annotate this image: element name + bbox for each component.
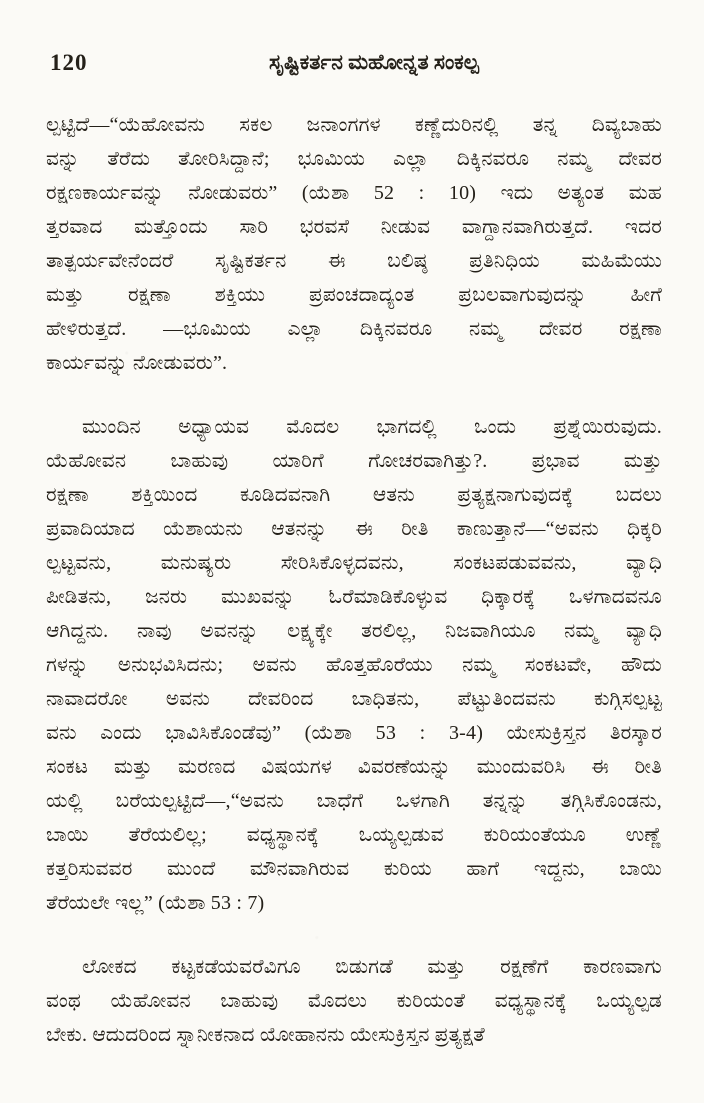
text-line: ನಾವಾದರೋ ಅವನು ದೇವರಿಂದ ಬಾಧಿತನು, ಪೆಟ್ಟುತಿಂದವನು ಕುಗ್ಗಿಸಲ್ಪಟ್ಟ	[46, 688, 662, 710]
text-line: ಪೀಡಿತನು, ಜನರು ಮುಖವನ್ನು ಓರೆಮಾಡಿಕೊಳ್ಳುವ ಧಿಕ್ಕಾರಕ್ಕೆ ಒಳಗಾದವನೂ	[46, 586, 662, 608]
text-line: ತ್ತರವಾದ ಮತ್ತೊಂದು ಸಾರಿ ಭರವಸೆ ನೀಡುವ ವಾಗ್ದಾನವಾಗಿರುತ್ತದೆ. ಇದರ	[46, 216, 662, 238]
text-line: ಆಗಿದ್ದನು. ನಾವು ಅವನನ್ನು ಲಕ್ಷ್ಯಕ್ಕೇ ತರಲಿಲ್ಲ, ನಿಜವಾಗಿಯೂ ನಮ್ಮ ವ್ಯಾಧಿ	[46, 620, 662, 642]
text-line: ಗಳನ್ನು ಅನುಭವಿಸಿದನು; ಅವನು ಹೊತ್ತಹೊರೆಯು ನಮ್ಮ ಸಂಕಟವೇ, ಹೌದು	[46, 654, 662, 676]
text-line: ಯೆಹೋವನ ಬಾಹುವು ಯಾರಿಗೆ ಗೋಚರವಾಗಿತ್ತು?. ಪ್ರಭಾವ ಮತ್ತು	[46, 450, 662, 472]
text-line: ಮತ್ತು ರಕ್ಷಣಾ ಶಕ್ತಿಯು ಪ್ರಪಂಚದಾದ್ಯಂತ ಪ್ರಬಲವಾಗುವುದನ್ನು ಹೀಗೆ	[46, 284, 662, 306]
text-line: ವನು ಎಂದು ಭಾವಿಸಿಕೊಂಡೆವು” (ಯೆಶಾ 53 : 3-4) ಯೇಸುಕ್ರಿಸ್ತನ ತಿರಸ್ಕಾರ	[46, 722, 662, 744]
text-line: ತಾತ್ಪರ್ಯವೇನೆಂದರೆ ಸೃಷ್ಟಿಕರ್ತನ ಈ ಬಲಿಷ್ಠ ಪ್ರತಿನಿಧಿಯ ಮಹಿಮೆಯು	[46, 250, 662, 272]
text-line: ಸಂಕಟ ಮತ್ತು ಮರಣದ ವಿಷಯಗಳ ವಿವರಣೆಯನ್ನು ಮುಂದುವರಿಸಿ ಈ ರೀತಿ	[46, 756, 662, 778]
text-line: ರಕ್ಷಣಾ ಶಕ್ತಿಯಿಂದ ಕೂಡಿದವನಾಗಿ ಆತನು ಪ್ರತ್ಯಕ್ಷನಾಗುವುದಕ್ಕೆ ಬದಲು	[46, 484, 662, 506]
page-header	[46, 50, 662, 84]
text-line: ಬಾಯಿ ತೆರೆಯಲಿಲ್ಲ; ವಧ್ಯಸ್ಥಾನಕ್ಕೆ ಒಯ್ಯಲ್ಪಡುವ ಕುರಿಯಂತೆಯೂ ಉಣ್ಣೆ	[46, 824, 662, 846]
text-line: ಲ್ಪಟ್ಟವನು, ಮನುಷ್ಯರು ಸೇರಿಸಿಕೊಳ್ಳದವನು, ಸಂಕಟಪಡುವವನು, ವ್ಯಾಧಿ	[46, 552, 662, 574]
text-line: ಲೋಕದ ಕಟ್ಟಕಡೆಯವರೆವಿಗೂ ಬಿಡುಗಡೆ ಮತ್ತು ರಕ್ಷಣೆಗೆ ಕಾರಣವಾಗು	[82, 956, 662, 978]
text-line: ಕತ್ತರಿಸುವವರ ಮುಂದೆ ಮೌನವಾಗಿರುವ ಕುರಿಯ ಹಾಗೆ ಇದ್ದನು, ಬಾಯಿ	[46, 858, 662, 880]
paragraph	[46, 950, 662, 1052]
text-line: ಮುಂದಿನ ಅಧ್ಯಾಯವ ಮೊದಲ ಭಾಗದಲ್ಲಿ ಒಂದು ಪ್ರಶ್ನೆಯಿರುವುದು.	[82, 416, 662, 438]
text-line: ರಕ್ಷಣಕಾರ್ಯವನ್ನು ನೋಡುವರು” (ಯೆಶಾ 52 : 10) ಇದು ಅತ್ಯಂತ ಮಹ	[46, 182, 662, 204]
body-text	[46, 108, 662, 1052]
text-line: ವನ್ನು ತೆರೆದು ತೋರಿಸಿದ್ದಾನೆ; ಭೂಮಿಯ ಎಲ್ಲಾ ದಿಕ್ಕಿನವರೂ ನಮ್ಮ ದೇವರ	[46, 148, 662, 170]
text-line: ತೆರೆಯಲೇ ಇಲ್ಲ” (ಯೆಶಾ 53 : 7)	[46, 892, 265, 914]
text-column	[46, 50, 662, 1052]
text-line: ಕಾರ್ಯವನ್ನು ನೋಡುವರು”.	[46, 352, 228, 374]
text-line: ಲ್ಪಟ್ಟಿದೆ—“ಯೆಹೋವನು ಸಕಲ ಜನಾಂಗಗಳ ಕಣ್ಣೆದುರಿನಲ್ಲಿ ತನ್ನ ದಿವ್ಯಬಾಹು	[46, 114, 662, 136]
running-title: ಸೃಷ್ಟಿಕರ್ತನ ಮಹೋನ್ನತ ಸಂಕಲ್ಪ	[269, 50, 479, 74]
paragraph	[46, 410, 662, 920]
page-number: 120	[50, 50, 88, 75]
text-line: ಹೇಳಿರುತ್ತದೆ. —ಭೂಮಿಯ ಎಲ್ಲಾ ದಿಕ್ಕಿನವರೂ ನಮ್ಮ ದೇವರ ರಕ್ಷಣಾ	[46, 318, 662, 340]
paragraph	[46, 108, 662, 380]
text-line: ಬೇಕು. ಆದುದರಿಂದ ಸ್ನಾನೀಕನಾದ ಯೋಹಾನನು ಯೇಸುಕ್ರಿಸ್ತನ ಪ್ರತ್ಯಕ್ಷತೆ	[46, 1024, 485, 1046]
text-line: ವಂಥ ಯೆಹೋವನ ಬಾಹುವು ಮೊದಲು ಕುರಿಯಂತೆ ವಧ್ಯಸ್ಥಾನಕ್ಕೆ ಒಯ್ಯಲ್ಪಡ	[46, 990, 662, 1012]
text-line: ಯಲ್ಲಿ ಬರೆಯಲ್ಪಟ್ಟಿದೆ—,“ಅವನು ಬಾಧೆಗೆ ಒಳಗಾಗಿ ತನ್ನನ್ನು ತಗ್ಗಿಸಿಕೊಂಡನು,	[46, 790, 662, 812]
text-line: ಪ್ರವಾದಿಯಾದ ಯೆಶಾಯನು ಆತನನ್ನು ಈ ರೀತಿ ಕಾಣುತ್ತಾನೆ—“ಅವನು ಧಿಕ್ಕರಿ	[46, 518, 662, 540]
